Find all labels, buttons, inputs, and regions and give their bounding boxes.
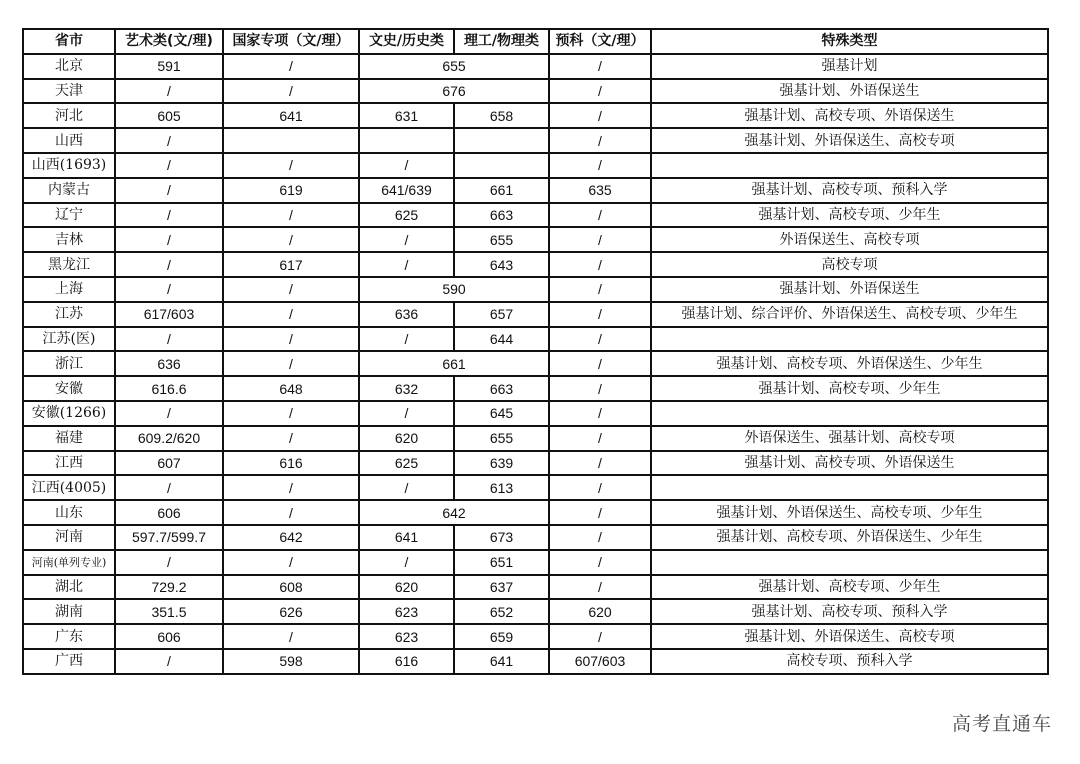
liberal-arts-score-cell: /: [359, 550, 454, 575]
preparatory-score-cell: /: [549, 302, 651, 327]
art-score-cell: 606: [115, 624, 223, 649]
table-row: [23, 178, 1048, 203]
science-score-cell: 663: [454, 376, 549, 401]
preparatory-score-cell: /: [549, 376, 651, 401]
province-cell: 江苏: [23, 302, 115, 327]
liberal-arts-score-cell: 625: [359, 451, 454, 476]
province-cell: 广西: [23, 649, 115, 674]
art-score-cell: /: [115, 277, 223, 302]
table-row: [23, 575, 1048, 600]
province-cell: 山西(1693): [23, 153, 115, 178]
province-cell: 黑龙江: [23, 252, 115, 277]
preparatory-score-cell: /: [549, 624, 651, 649]
science-score-cell: 637: [454, 575, 549, 600]
preparatory-score-cell: /: [549, 351, 651, 376]
province-cell: 安徽(1266): [23, 401, 115, 426]
special-types-cell: [651, 327, 1048, 352]
table-row: [23, 227, 1048, 252]
table-row: [23, 54, 1048, 79]
preparatory-score-cell: /: [549, 475, 651, 500]
province-cell: 河北: [23, 103, 115, 128]
art-score-cell: /: [115, 401, 223, 426]
art-score-cell: 729.2: [115, 575, 223, 600]
province-cell: 湖北: [23, 575, 115, 600]
liberal-arts-score-cell: /: [359, 327, 454, 352]
national-special-plan-cell: /: [223, 203, 359, 228]
header-province: 省市: [23, 29, 115, 54]
special-types-cell: [651, 401, 1048, 426]
preparatory-score-cell: /: [549, 153, 651, 178]
header-art: 艺术类(文/理): [115, 29, 223, 54]
national-special-plan-cell: /: [223, 153, 359, 178]
art-score-cell: /: [115, 178, 223, 203]
table-row: [23, 451, 1048, 476]
header-science: 理工/物理类: [454, 29, 549, 54]
science-score-cell: 661: [454, 178, 549, 203]
art-score-cell: /: [115, 128, 223, 153]
preparatory-score-cell: /: [549, 227, 651, 252]
province-cell: 福建: [23, 426, 115, 451]
national-special-plan-cell: /: [223, 475, 359, 500]
table-row: [23, 376, 1048, 401]
table-row: [23, 302, 1048, 327]
national-special-plan-cell: 641: [223, 103, 359, 128]
province-cell: 山东: [23, 500, 115, 525]
preparatory-score-cell: /: [549, 426, 651, 451]
merged-score-cell: 655: [359, 54, 549, 79]
national-special-plan-cell: /: [223, 79, 359, 104]
preparatory-score-cell: /: [549, 525, 651, 550]
science-score-cell: 652: [454, 599, 549, 624]
province-cell: 安徽: [23, 376, 115, 401]
special-types-cell: 高校专项: [651, 252, 1048, 277]
art-score-cell: /: [115, 475, 223, 500]
watermark: 高考直通车: [951, 713, 1052, 735]
art-score-cell: /: [115, 252, 223, 277]
liberal-arts-score-cell: 636: [359, 302, 454, 327]
art-score-cell: 591: [115, 54, 223, 79]
preparatory-score-cell: /: [549, 128, 651, 153]
province-cell: 湖南: [23, 599, 115, 624]
merged-score-cell: 590: [359, 277, 549, 302]
science-score-cell: 643: [454, 252, 549, 277]
special-types-cell: 强基计划、高校专项、外语保送生: [651, 451, 1048, 476]
province-cell: 江苏(医): [23, 327, 115, 352]
special-types-cell: 强基计划、综合评价、外语保送生、高校专项、少年生: [651, 302, 1048, 327]
special-types-cell: [651, 153, 1048, 178]
liberal-arts-score-cell: 641: [359, 525, 454, 550]
header-national-special-plan: 国家专项（文/理）: [223, 29, 359, 54]
liberal-arts-score-cell: 641/639: [359, 178, 454, 203]
preparatory-score-cell: /: [549, 252, 651, 277]
art-score-cell: 607: [115, 451, 223, 476]
art-score-cell: 636: [115, 351, 223, 376]
special-types-cell: 强基计划、外语保送生、高校专项: [651, 128, 1048, 153]
special-types-cell: 强基计划、高校专项、外语保送生、少年生: [651, 351, 1048, 376]
special-types-cell: 强基计划、外语保送生: [651, 277, 1048, 302]
preparatory-score-cell: /: [549, 103, 651, 128]
special-types-cell: 高校专项、预科入学: [651, 649, 1048, 674]
art-score-cell: 351.5: [115, 599, 223, 624]
national-special-plan-cell: 648: [223, 376, 359, 401]
preparatory-score-cell: /: [549, 550, 651, 575]
national-special-plan-cell: /: [223, 351, 359, 376]
national-special-plan-cell: /: [223, 500, 359, 525]
art-score-cell: 616.6: [115, 376, 223, 401]
science-score-cell: 657: [454, 302, 549, 327]
special-types-cell: [651, 475, 1048, 500]
special-types-cell: 强基计划、高校专项、少年生: [651, 575, 1048, 600]
art-score-cell: 605: [115, 103, 223, 128]
preparatory-score-cell: /: [549, 54, 651, 79]
liberal-arts-score-cell: 616: [359, 649, 454, 674]
national-special-plan-cell: /: [223, 624, 359, 649]
science-score-cell: 659: [454, 624, 549, 649]
special-types-cell: 强基计划、外语保送生、高校专项: [651, 624, 1048, 649]
science-score-cell: 655: [454, 227, 549, 252]
province-cell: 广东: [23, 624, 115, 649]
liberal-arts-score-cell: 620: [359, 575, 454, 600]
table-row: [23, 426, 1048, 451]
special-types-cell: 强基计划、高校专项、预科入学: [651, 178, 1048, 203]
national-special-plan-cell: 617: [223, 252, 359, 277]
province-cell: 浙江: [23, 351, 115, 376]
table-row: [23, 649, 1048, 674]
province-cell: 上海: [23, 277, 115, 302]
merged-score-cell: 661: [359, 351, 549, 376]
preparatory-score-cell: /: [549, 79, 651, 104]
national-special-plan-cell: /: [223, 401, 359, 426]
province-cell: 辽宁: [23, 203, 115, 228]
art-score-cell: 606: [115, 500, 223, 525]
province-cell: 山西: [23, 128, 115, 153]
preparatory-score-cell: /: [549, 203, 651, 228]
liberal-arts-score-cell: 631: [359, 103, 454, 128]
liberal-arts-score-cell: /: [359, 401, 454, 426]
province-cell: 河南: [23, 525, 115, 550]
art-score-cell: 617/603: [115, 302, 223, 327]
liberal-arts-score-cell: 632: [359, 376, 454, 401]
art-score-cell: 609.2/620: [115, 426, 223, 451]
table-row: [23, 103, 1048, 128]
art-score-cell: /: [115, 203, 223, 228]
special-types-cell: 强基计划、外语保送生: [651, 79, 1048, 104]
table-row: [23, 351, 1048, 376]
special-types-cell: 强基计划、高校专项、外语保送生: [651, 103, 1048, 128]
art-score-cell: /: [115, 550, 223, 575]
liberal-arts-score-cell: /: [359, 227, 454, 252]
province-cell: 吉林: [23, 227, 115, 252]
special-types-cell: 强基计划、高校专项、少年生: [651, 376, 1048, 401]
preparatory-score-cell: /: [549, 277, 651, 302]
art-score-cell: /: [115, 327, 223, 352]
science-score-cell: 613: [454, 475, 549, 500]
liberal-arts-score-cell: 623: [359, 624, 454, 649]
liberal-arts-score-cell: /: [359, 475, 454, 500]
table-body: [23, 54, 1048, 674]
preparatory-score-cell: 620: [549, 599, 651, 624]
national-special-plan-cell: 608: [223, 575, 359, 600]
special-types-cell: 强基计划、高校专项、预科入学: [651, 599, 1048, 624]
special-types-cell: 外语保送生、高校专项: [651, 227, 1048, 252]
art-score-cell: /: [115, 649, 223, 674]
special-types-cell: 强基计划、外语保送生、高校专项、少年生: [651, 500, 1048, 525]
national-special-plan-cell: /: [223, 327, 359, 352]
preparatory-score-cell: 635: [549, 178, 651, 203]
preparatory-score-cell: 607/603: [549, 649, 651, 674]
table-row: [23, 550, 1048, 575]
science-score-cell: 639: [454, 451, 549, 476]
art-score-cell: /: [115, 153, 223, 178]
national-special-plan-cell: 598: [223, 649, 359, 674]
table-row: [23, 153, 1048, 178]
header-liberal-arts: 文史/历史类: [359, 29, 454, 54]
header-special-types: 特殊类型: [651, 29, 1048, 54]
header-preparatory: 预科（文/理）: [549, 29, 651, 54]
table-row: [23, 525, 1048, 550]
science-score-cell: 645: [454, 401, 549, 426]
national-special-plan-cell: [223, 128, 359, 153]
liberal-arts-score-cell: 620: [359, 426, 454, 451]
special-types-cell: 强基计划、高校专项、外语保送生、少年生: [651, 525, 1048, 550]
province-cell: 江西(4005): [23, 475, 115, 500]
science-score-cell: 644: [454, 327, 549, 352]
science-score-cell: 658: [454, 103, 549, 128]
science-score-cell: [454, 153, 549, 178]
national-special-plan-cell: 616: [223, 451, 359, 476]
liberal-arts-score-cell: /: [359, 153, 454, 178]
science-score-cell: 641: [454, 649, 549, 674]
national-special-plan-cell: /: [223, 426, 359, 451]
preparatory-score-cell: /: [549, 327, 651, 352]
national-special-plan-cell: 619: [223, 178, 359, 203]
table-row: [23, 203, 1048, 228]
province-cell: 江西: [23, 451, 115, 476]
science-score-cell: [454, 128, 549, 153]
table-row: [23, 500, 1048, 525]
national-special-plan-cell: /: [223, 54, 359, 79]
table-row: [23, 327, 1048, 352]
science-score-cell: 651: [454, 550, 549, 575]
science-score-cell: 663: [454, 203, 549, 228]
special-types-cell: 强基计划、高校专项、少年生: [651, 203, 1048, 228]
table-row: [23, 277, 1048, 302]
table-row: [23, 599, 1048, 624]
province-cell: 天津: [23, 79, 115, 104]
table-row: [23, 624, 1048, 649]
art-score-cell: 597.7/599.7: [115, 525, 223, 550]
preparatory-score-cell: /: [549, 401, 651, 426]
province-cell: 内蒙古: [23, 178, 115, 203]
province-cell: 北京: [23, 54, 115, 79]
liberal-arts-score-cell: [359, 128, 454, 153]
national-special-plan-cell: /: [223, 277, 359, 302]
merged-score-cell: 676: [359, 79, 549, 104]
header-row: [23, 29, 1048, 54]
national-special-plan-cell: /: [223, 302, 359, 327]
national-special-plan-cell: 642: [223, 525, 359, 550]
art-score-cell: /: [115, 79, 223, 104]
table-row: [23, 475, 1048, 500]
national-special-plan-cell: 626: [223, 599, 359, 624]
preparatory-score-cell: /: [549, 575, 651, 600]
art-score-cell: /: [115, 227, 223, 252]
national-special-plan-cell: /: [223, 550, 359, 575]
table-row: [23, 79, 1048, 104]
special-types-cell: 强基计划: [651, 54, 1048, 79]
special-types-cell: [651, 550, 1048, 575]
merged-score-cell: 642: [359, 500, 549, 525]
province-cell: 河南(单列专业): [23, 550, 115, 575]
special-types-cell: 外语保送生、强基计划、高校专项: [651, 426, 1048, 451]
table-row: [23, 128, 1048, 153]
liberal-arts-score-cell: 625: [359, 203, 454, 228]
national-special-plan-cell: /: [223, 227, 359, 252]
science-score-cell: 655: [454, 426, 549, 451]
liberal-arts-score-cell: 623: [359, 599, 454, 624]
preparatory-score-cell: /: [549, 451, 651, 476]
liberal-arts-score-cell: /: [359, 252, 454, 277]
admission-score-table: [22, 28, 1049, 675]
table-row: [23, 252, 1048, 277]
science-score-cell: 673: [454, 525, 549, 550]
preparatory-score-cell: /: [549, 500, 651, 525]
table-row: [23, 401, 1048, 426]
